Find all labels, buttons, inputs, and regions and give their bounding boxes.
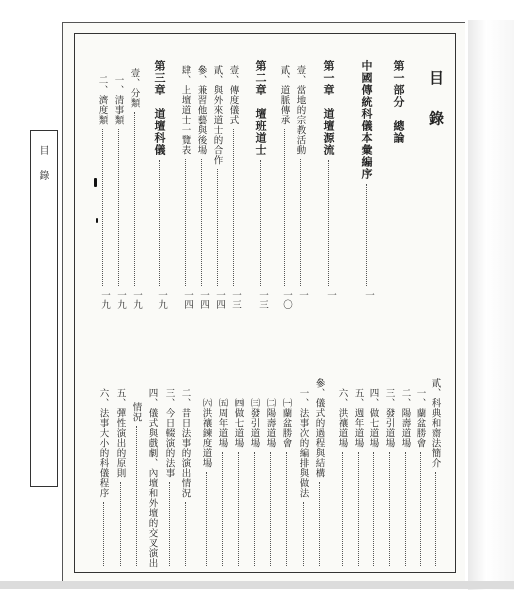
- leader-dots: [303, 502, 304, 566]
- side-tab: [30, 130, 58, 487]
- page-number: 一九: [99, 290, 110, 309]
- chapter-heading: 第二章 壇班道士: [254, 60, 267, 156]
- leader-dots: [102, 129, 103, 286]
- leader-dots: [254, 452, 255, 566]
- page-number: 一九: [131, 290, 142, 309]
- toc-item: 參、兼習他藝與後場: [195, 65, 207, 155]
- toc-item: 壹、分類: [128, 68, 140, 108]
- page-number: 一三: [257, 290, 268, 309]
- toc-item: 一、清事類: [112, 75, 124, 125]
- toc-item: 三、發引道場: [383, 388, 395, 448]
- leader-dots: [405, 452, 406, 566]
- toc-item: 一、法事次的編排與做法: [297, 388, 309, 498]
- leader-dots: [185, 159, 186, 286]
- chapter-heading: 第一章 道壇源流: [322, 60, 335, 156]
- window-bottom-bar: [0, 581, 514, 589]
- toc-item: ㈠蘭盆勝會: [280, 398, 292, 448]
- leader-dots: [120, 482, 121, 566]
- leader-dots: [270, 452, 271, 566]
- leader-dots: [201, 159, 202, 286]
- toc-item: 肆、上壇道士一覽表: [179, 65, 191, 155]
- side-tab-label: 目 錄: [37, 145, 48, 187]
- toc-item: 情況: [130, 402, 142, 422]
- chapter-heading: 中國傳統科儀本彙編序: [360, 60, 373, 180]
- page-number: 一四: [214, 290, 225, 309]
- leader-dots: [373, 452, 374, 566]
- toc-item: 六、法事大小的科儀程序: [97, 388, 109, 498]
- leader-dots: [420, 452, 421, 566]
- toc-title: 目 錄: [427, 70, 445, 136]
- page-number: 一四: [198, 290, 209, 309]
- leader-dots: [284, 129, 285, 286]
- leader-dots: [238, 452, 239, 566]
- page-number: 一: [325, 290, 336, 300]
- page-number: 一九: [115, 290, 126, 309]
- toc-item: 四、儀式與戲劇、內壇和外壇的交叉演出: [146, 388, 158, 568]
- toc-item: 一、蘭盆勝會: [414, 388, 426, 448]
- scan-shadow: [468, 20, 514, 590]
- leader-dots: [366, 184, 367, 286]
- toc-item: 壹、當地的宗教活動: [294, 65, 306, 155]
- toc-item: 二、昔日法事的演出情況: [179, 388, 191, 498]
- toc-item: 貳、與外來道士的合作: [211, 65, 223, 165]
- leader-dots: [260, 160, 261, 286]
- toc-item: 五、週年道場: [352, 388, 364, 448]
- toc-item: ㈡陽壽道場: [264, 398, 276, 448]
- page-number: 一四: [182, 290, 193, 309]
- leader-dots: [185, 502, 186, 566]
- leader-dots: [286, 452, 287, 566]
- page-number: 一: [363, 290, 374, 300]
- leader-dots: [328, 160, 329, 286]
- chapter-heading: 第一部分 總論: [392, 60, 405, 144]
- toc-item: 貳、科典和齋法簡介: [429, 378, 441, 468]
- toc-item: ㈣做七道場: [232, 398, 244, 448]
- toc-item: 貳、道脈傳承: [278, 65, 290, 125]
- leader-dots: [217, 169, 218, 286]
- toc-item: ㈢發引道場: [248, 398, 260, 448]
- page-number: 一〇: [281, 290, 292, 309]
- leader-dots: [206, 472, 207, 566]
- leader-dots: [233, 129, 234, 286]
- leader-dots: [136, 426, 137, 566]
- leader-dots: [358, 452, 359, 566]
- toc-item: 五、彈性演出的原則: [114, 388, 126, 478]
- toc-item: ㈤周年道場: [216, 398, 228, 448]
- ink-mark: [94, 178, 97, 187]
- leader-dots: [134, 112, 135, 286]
- toc-item: 二、濟度類: [96, 75, 108, 125]
- leader-dots: [389, 452, 390, 566]
- toc-item: 六、洪禳道場: [336, 388, 348, 448]
- toc-item: ㈥洪禳鍊度道場: [200, 398, 212, 468]
- leader-dots: [342, 452, 343, 566]
- leader-dots: [118, 129, 119, 286]
- toc-item: 三、今日輟演的法事: [163, 388, 175, 478]
- toc-item: 參、儀式的過程與結構: [313, 378, 325, 478]
- leader-dots: [169, 482, 170, 566]
- leader-dots: [435, 472, 436, 566]
- page-number: 一三: [230, 290, 241, 309]
- ink-mark: [96, 218, 98, 223]
- leader-dots: [159, 160, 160, 286]
- page-number: 一九: [156, 290, 167, 309]
- toc-item: 二、陽壽道場: [399, 388, 411, 448]
- leader-dots: [103, 502, 104, 566]
- chapter-heading: 第三章 道壇科儀: [153, 60, 166, 156]
- leader-dots: [222, 452, 223, 566]
- leader-dots: [319, 482, 320, 566]
- page-number: 一: [297, 290, 308, 300]
- leader-dots: [300, 159, 301, 286]
- toc-item: 壹、傳度儀式: [227, 65, 239, 125]
- toc-item: 四、做七道場: [367, 388, 379, 448]
